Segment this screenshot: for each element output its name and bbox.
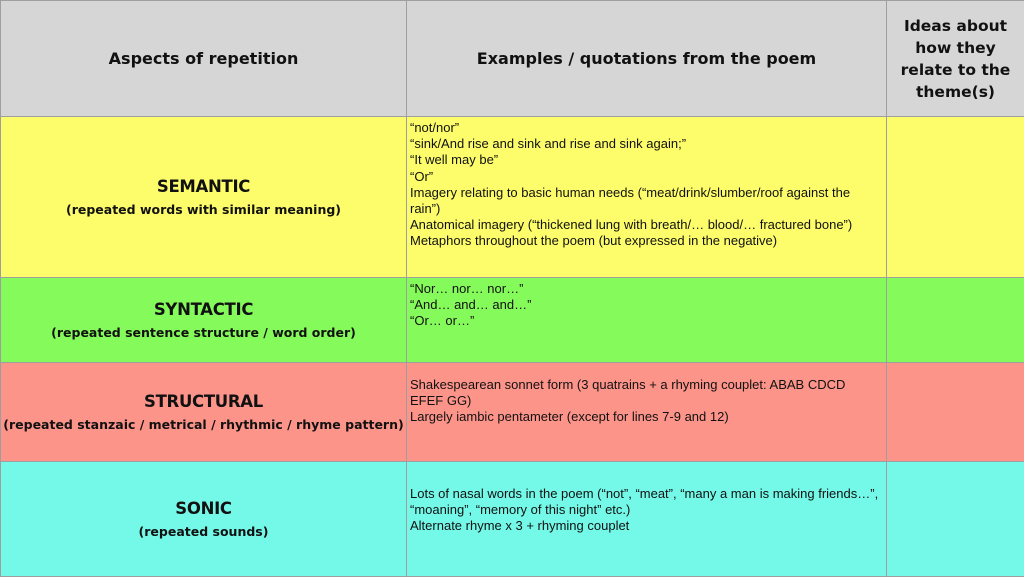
- example-line: Imagery relating to basic human needs (“meat/drink/slumber/roof against the rain”): [410, 185, 882, 217]
- aspect-subtitle: (repeated stanzaic / metrical / rhythmic / rhyme pattern): [1, 417, 406, 432]
- examples-cell-sonic: [407, 462, 887, 577]
- example-line: “not/nor”: [410, 120, 882, 136]
- aspect-title: SYNTACTIC: [1, 300, 406, 319]
- examples-cell-syntactic: [407, 278, 887, 363]
- example-line: “And… and… and…”: [410, 297, 882, 313]
- aspect-cell-structural: [1, 363, 407, 462]
- table-row-sonic: [1, 462, 1024, 577]
- example-line: Largely iambic pentameter (except for lines 7-9 and 12): [410, 409, 882, 425]
- header-ideas: Ideas about how they relate to the theme(s): [887, 1, 1024, 117]
- header-aspects: Aspects of repetition: [1, 1, 407, 117]
- example-line: “sink/And rise and sink and rise and sink again;”: [410, 136, 882, 152]
- aspect-title: SEMANTIC: [1, 177, 406, 196]
- header-row: [1, 1, 1024, 117]
- ideas-cell-sonic[interactable]: [887, 462, 1024, 577]
- example-line: Anatomical imagery (“thickened lung with breath/… blood/… fractured bone”): [410, 217, 882, 233]
- aspect-subtitle: (repeated words with similar meaning): [1, 202, 406, 217]
- example-line: “Or”: [410, 169, 882, 185]
- aspect-subtitle: (repeated sounds): [1, 524, 406, 539]
- aspect-cell-sonic: [1, 462, 407, 577]
- aspect-cell-syntactic: [1, 278, 407, 363]
- header-examples: Examples / quotations from the poem: [407, 1, 887, 117]
- aspect-title: STRUCTURAL: [1, 392, 406, 411]
- example-line: Lots of nasal words in the poem (“not”, “meat”, “many a man is making friends…”, “moaning”, “memory of this night” etc.): [410, 486, 882, 518]
- ideas-cell-structural[interactable]: [887, 363, 1024, 462]
- example-line: “Or… or…”: [410, 313, 882, 329]
- ideas-cell-semantic[interactable]: [887, 117, 1024, 278]
- ideas-cell-syntactic[interactable]: [887, 278, 1024, 363]
- example-line: “It well may be”: [410, 152, 882, 168]
- table-row-structural: [1, 363, 1024, 462]
- table-row-syntactic: [1, 278, 1024, 363]
- example-line: Shakespearean sonnet form (3 quatrains + a rhyming couplet: ABAB CDCD EFEF GG): [410, 377, 882, 409]
- aspect-cell-semantic: [1, 117, 407, 278]
- example-line: “Nor… nor… nor…”: [410, 281, 882, 297]
- examples-cell-structural: [407, 363, 887, 462]
- examples-cell-semantic: [407, 117, 887, 278]
- table-row-semantic: [1, 117, 1024, 278]
- aspect-subtitle: (repeated sentence structure / word order): [1, 325, 406, 340]
- example-line: Metaphors throughout the poem (but expressed in the negative): [410, 233, 882, 249]
- example-line: Alternate rhyme x 3 + rhyming couplet: [410, 518, 882, 534]
- aspect-title: SONIC: [1, 499, 406, 518]
